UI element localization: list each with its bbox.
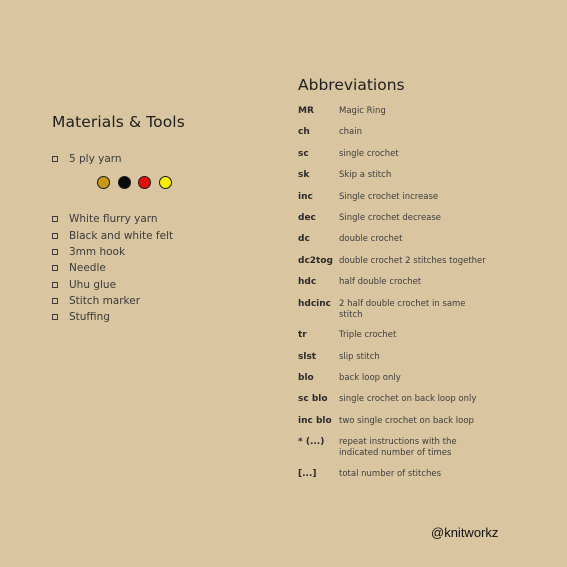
materials-list [52, 211, 272, 325]
checkbox-icon [52, 282, 58, 288]
list-item [52, 260, 272, 276]
item-label: Uhu glue [69, 278, 117, 291]
abbreviation-term: * (...) [298, 437, 325, 448]
author-handle: @knitworkz [431, 525, 499, 540]
checkbox-icon [52, 298, 58, 304]
abbreviation-definition: Triple crochet [339, 330, 397, 341]
materials-title: Materials & Tools [52, 113, 185, 131]
abbreviation-term: slst [298, 351, 317, 362]
abbreviation-term: dec [298, 213, 316, 224]
abbreviation-definition: Magic Ring [339, 106, 386, 116]
abbreviation-term: sc blo [298, 394, 328, 405]
abbreviations-list [298, 105, 548, 481]
abbreviation-term: inc [298, 191, 313, 202]
checkbox-icon [52, 249, 58, 255]
yarn-list [52, 151, 272, 167]
abbreviation-row [298, 148, 548, 161]
abbreviations-section [298, 76, 548, 489]
abbreviation-term: dc2tog [298, 255, 333, 266]
abbreviation-definition: half double crochet [339, 277, 422, 288]
abbreviation-definition: single crochet on back loop only [339, 394, 477, 405]
abbreviation-row [298, 212, 548, 225]
abbreviation-row [298, 468, 548, 481]
abbreviation-row [298, 351, 548, 364]
abbreviation-row [298, 372, 548, 385]
materials-section [52, 113, 272, 325]
abbreviation-term: hdc [298, 277, 317, 288]
item-label: Needle [69, 262, 106, 275]
abbreviation-row [298, 233, 548, 246]
abbreviation-term: inc blo [298, 415, 332, 426]
abbreviation-term: tr [298, 330, 307, 341]
abbreviation-row [298, 298, 548, 321]
list-item [52, 276, 272, 292]
color-swatch [159, 176, 172, 189]
checkbox-icon [52, 216, 58, 222]
abbreviation-term: ch [298, 127, 310, 138]
list-item [52, 309, 272, 325]
checkbox-icon [52, 314, 58, 320]
abbreviation-term: blo [298, 372, 314, 383]
abbreviation-definition: total number of stitches [339, 468, 442, 479]
abbreviation-term: MR [298, 106, 314, 116]
abbreviation-term: sk [298, 170, 310, 181]
list-item [52, 151, 272, 167]
color-swatch [138, 176, 151, 189]
checkbox-icon [52, 265, 58, 271]
abbreviation-row [298, 169, 548, 182]
abbreviation-definition: slip stitch [339, 351, 380, 362]
abbreviation-definition: repeat instructions with the indicated number of times [339, 437, 457, 459]
abbreviation-term: hdcinc [298, 298, 332, 309]
abbreviation-definition: double crochet [339, 234, 403, 245]
abbreviation-row [298, 255, 548, 268]
list-item [52, 244, 272, 260]
abbreviation-definition: chain [339, 127, 363, 138]
checkbox-icon [52, 156, 58, 162]
color-swatches [97, 176, 272, 189]
abbreviation-term: sc [298, 148, 309, 159]
abbreviation-definition: Single crochet increase [339, 191, 439, 202]
abbreviation-row [298, 191, 548, 204]
item-label: White flurry yarn [69, 213, 158, 226]
item-label: Stitch marker [69, 294, 141, 307]
item-label: 5 ply yarn [69, 153, 122, 166]
abbreviation-row [298, 105, 548, 118]
abbreviation-definition: double crochet 2 stitches together [339, 255, 486, 266]
abbreviation-row [298, 415, 548, 428]
abbreviation-definition: Skip a stitch [339, 170, 392, 181]
abbreviation-definition: Single crochet decrease [339, 213, 442, 224]
item-label: Stuffing [69, 311, 110, 324]
color-swatch [97, 176, 110, 189]
abbreviation-definition: two single crochet on back loop [339, 415, 474, 426]
abbreviation-row [298, 126, 548, 139]
abbreviations-title: Abbreviations [298, 76, 405, 94]
checkbox-icon [52, 233, 58, 239]
item-label: 3mm hook [69, 246, 126, 259]
abbreviation-row [298, 393, 548, 406]
item-label: Black and white felt [69, 229, 174, 242]
abbreviation-definition: 2 half double crochet in same stitch [339, 298, 466, 320]
list-item [52, 293, 272, 309]
abbreviation-row [298, 276, 548, 289]
color-swatch [118, 176, 131, 189]
abbreviation-row [298, 329, 548, 342]
abbreviation-definition: single crochet [339, 148, 399, 159]
abbreviation-term: dc [298, 234, 310, 245]
list-item [52, 228, 272, 244]
abbreviation-row [298, 436, 548, 459]
abbreviation-definition: back loop only [339, 372, 401, 383]
abbreviation-term: [...] [298, 468, 317, 479]
list-item [52, 211, 272, 227]
